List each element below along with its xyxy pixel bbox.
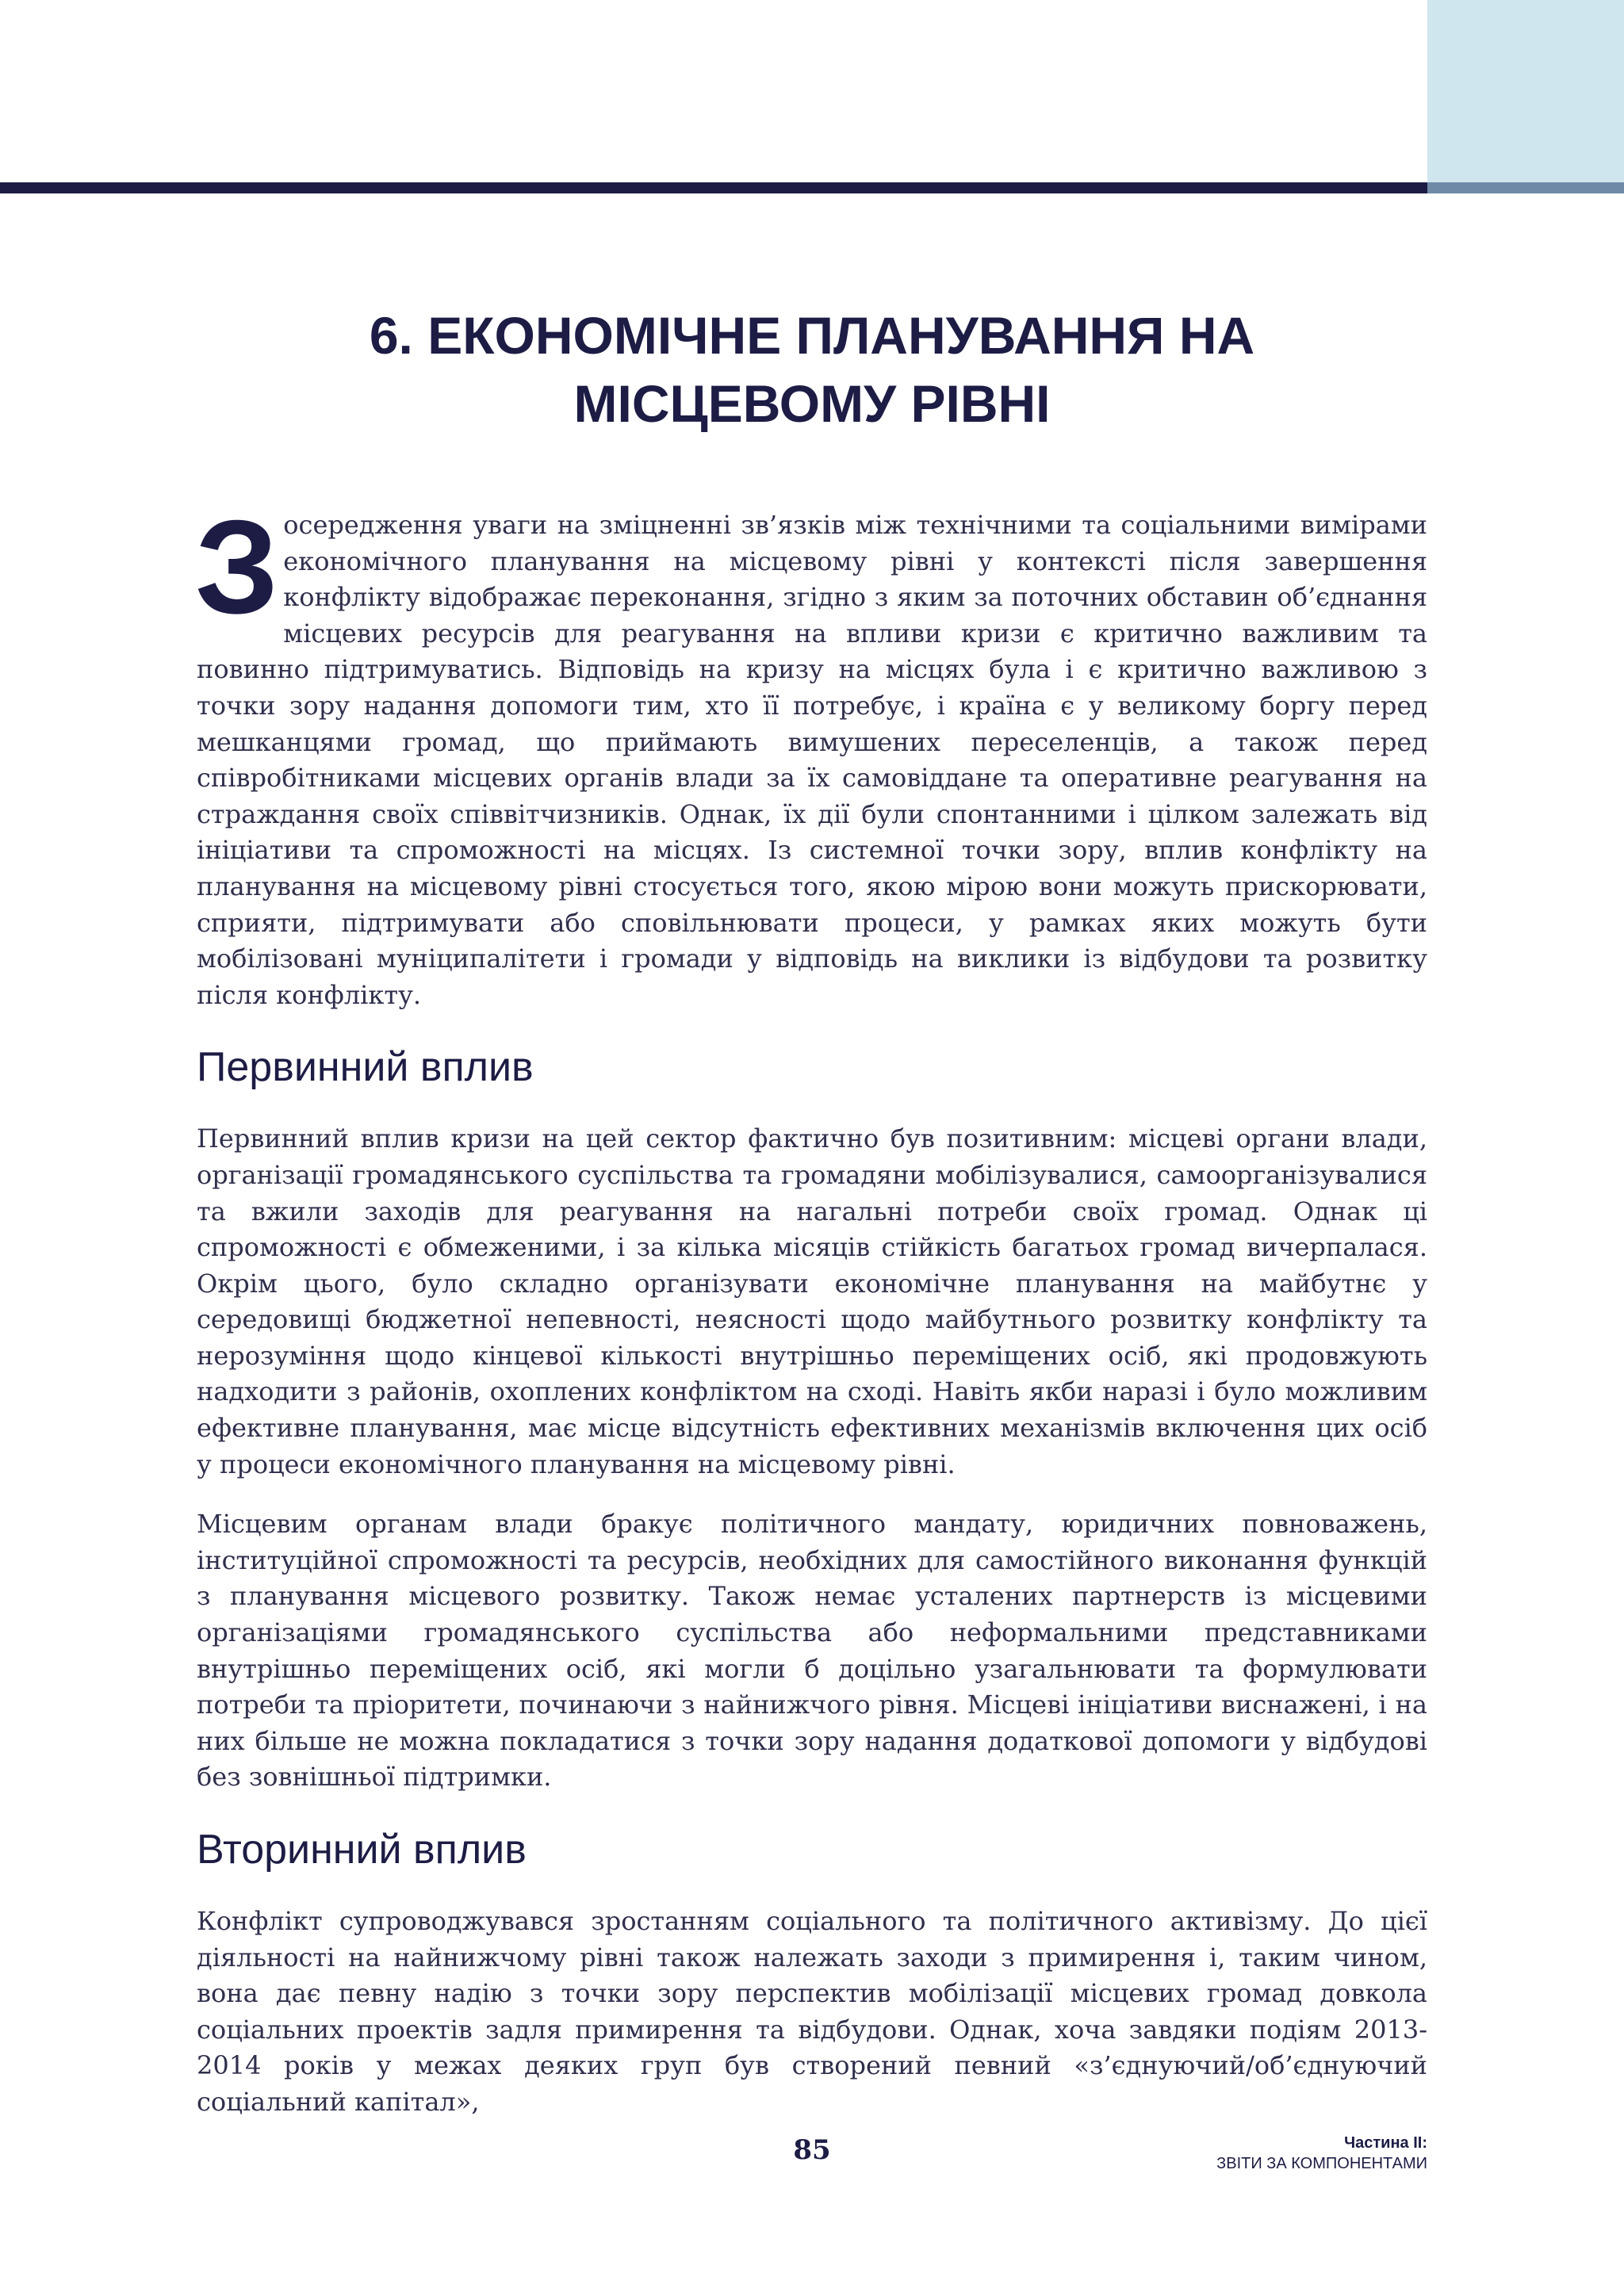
chapter-title xyxy=(197,301,1427,438)
part-subtitle: ЗВІТИ ЗА КОМПОНЕНТАМИ xyxy=(1216,2155,1427,2172)
chapter-title-line-1: 6. ЕКОНОМІЧНЕ ПЛАНУВАННЯ НА xyxy=(369,306,1255,365)
header-rule xyxy=(0,182,1427,193)
header-rule-accent xyxy=(1427,182,1624,193)
header-corner-block xyxy=(1427,0,1624,182)
part-title: Частина II: xyxy=(1344,2134,1427,2152)
primary-impact-paragraph-2: Місцевим органам влади бракує політичного мандату, юридичних повноважень, інституційної спроможності та ресурсів, необхідних для самостійного виконання функцій з планування місцевого розвитку. Також немає усталених партнерств із місцевими організаціями громадянського суспільства або неформальними представниками внутрішньо переміщених осіб, які могли б доцільно узагальнювати та формулювати потреби та пріоритети, починаючи з найнижчого рівня. Місцеві ініціативи виснажені, і на них більше не можна покладатися з точки зору надання додаткової допомоги у відбудові без зовнішньої підтримки. xyxy=(197,1509,1427,1793)
chapter-title-line-2: МІСЦЕВОМУ РІВНІ xyxy=(573,374,1051,433)
drop-cap: З xyxy=(195,492,279,641)
part-label xyxy=(1216,2133,1427,2174)
page-number: 85 xyxy=(793,2134,831,2166)
primary-impact-paragraph-1: Первинний вплив кризи на цей сектор фактично був позитивним: місцеві органи влади, організації громадянського суспільства та громадяни мобілізувалися, самоорганізувалися та вжили заходів для реагування на нагальні потреби своїх громад. Однак ці спроможності є обмеженими, і за кілька місяців стійкість багатьох громад вичерпалася. Окрім цього, було складно організувати економічне планування на майбутнє у середовищі бюджетної непевності, неясності щодо майбутнього розвитку конфлікту та нерозуміння щодо кінцевої кількості внутрішньо переміщених осіб, які продовжують надходити з районів, охоплених конфліктом на сході. Навіть якби наразі і було можливим ефективне планування, має місце відсутність ефективних механізмів включення цих осіб у процеси економічного планування на місцевому рівні. xyxy=(197,1123,1427,1479)
intro-text: осередження уваги на зміцненні зв’язків між технічними та соціальними вимірами економічного планування на місцевому рівні у контексті після завершення конфлікту відображає переконання, згідно з яким за поточних обставин об’єднання місцевих ресурсів для реагування на впливи кризи є критично важливим та повинно підтримуватись. Відповідь на кризу на місцях була і є критично важливою з точки зору надання допомоги тим, хто її потребує, і країна є у великому боргу перед мешканцями громад, що приймають вимушених переселенців, а також перед співробітниками місцевих органів влади за їх самовіддане та оперативне реагування на страждання своїх співвітчизників. Однак, їх дії були спонтанними і цілком залежать від ініціативи та спроможності на місцях. Із системної точки зору, вплив конфлікту на планування на місцевому рівні стосується того, якою мірою вони можуть прискорювати, сприяти, підтримувати або сповільнювати процеси, у рамках яких можуть бути мобілізовані муніципалітети і громади у відповідь на виклики із відбудови та розвитку після конфлікту. xyxy=(197,510,1427,1010)
page-content xyxy=(197,301,1427,2121)
section-heading-secondary-impact: Вторинний вплив xyxy=(197,1827,527,1873)
section-heading-primary-impact: Первинний вплив xyxy=(197,1044,534,1091)
intro-paragraph xyxy=(195,492,1427,1013)
secondary-impact-paragraph-1: Конфлікт супроводжувався зростанням соціального та політичного активізму. До цієї діяльності на найнижчому рівні також належать заходи з примирення і, таким чином, вона дає певну надію з точки зору перспектив мобілізації місцевих громад довкола соціальних проектів задля примирення та відбудови. Однак, хоча завдяки подіям 2013-2014 років у межах деяких груп був створений певний «з’єднуючий/об’єднуючий соціальний капітал», xyxy=(197,1906,1427,2117)
